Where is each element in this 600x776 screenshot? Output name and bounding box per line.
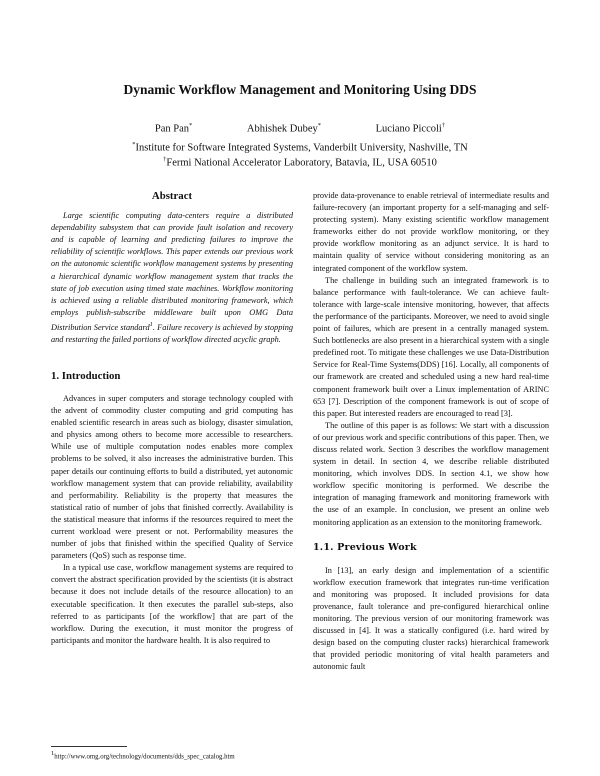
abstract-heading: Abstract [151,190,193,202]
affiliation-text: Fermi National Accelerator Laboratory, Batavia, IL, USA 60510 [166,157,437,169]
author-name: Abhishek Dubey [246,123,318,135]
introduction-heading: 1. Introduction [51,369,121,382]
right-paragraph-2: The challenge in building such an integrated framework is to balance performance with fault-tolerance. We can achieve fault-tolerance with large-scale intensive monitoring, however, that affects the performance of the participants. Moreover, we need to avoid single point of failures, which are present in a centrally managed system. Such bottlenecks are also present in a hierarchical system with a single predefined root. To mitigate these challenges we use Data-Distribution Service for Real-Time Systems(DDS) [16]. Locally, all components of our framework are created and scheduled using a new hard real-time component framework built over a Linux implementation of ARINC 653 [7]. Description of the component framework is out of scope of this paper. But interested readers are encouraged to read [3]. [313,275,549,418]
author-list [0,122,600,135]
footnote [51,750,235,760]
author-mark: * [189,122,193,129]
abstract-body [51,210,293,346]
author-mark: * [317,122,322,129]
left-column [51,190,293,647]
abstract-text-end: . Failure recovery is achieved by stopping and restarting the failed portions of workflow directed acyclic graph. [51,322,293,344]
previous-work-paragraph: In [13], an early design and implementation of a scientific workflow execution framework that integrates run-time verification and monitoring was proposed. It included provisions for data provenance, fault tolerance and pre-configured hierarchical online monitoring. The previous version of our monitoring framework was discussed in [4]. It was a statically configured (i.e. hard wired by design based on the computing cluster racks) hierarchical framework that provided periodic monitoring of vital health parameters and autonomic fault [313,565,549,672]
affiliation-text: Institute for Software Integrated Systems, Vanderbilt University, Nashville, TN [135,142,468,154]
author-luciano-piccoli [376,122,445,135]
right-paragraph-3: The outline of this paper is as follows: We start with a discussion of our previous work and specific contributions of this paper. Then, we discuss related work. Section 3 describes the workflow management system in detail. In section 4, we describe reliable distributed monitoring, which involves DDS. In section 4.1, we show how workflow specific monitoring is performed. We describe the integration of managing framework and monitoring framework with the use of an example. In conclusion, we present an online web monitoring application as an extension to the monitoring framework. [313,420,549,527]
affiliation-vanderbilt [0,141,600,154]
paper-title: Dynamic Workflow Management and Monitoring Using DDS [123,82,477,97]
footnote-divider [51,746,127,747]
affiliation-mark: * [132,141,136,148]
footnote-url: http://www.omg.org/technology/documents/dds_spec_catalog.htm [54,753,235,761]
footnote-ref: 1 [149,320,153,328]
author-name: Luciano Piccoli [375,123,442,135]
author-abhishek-dubey [247,122,321,135]
affiliation-fermilab [0,156,600,169]
author-pan-pan [155,122,192,135]
footnote-mark: 1 [51,750,55,757]
author-mark: † [441,122,446,129]
affiliation-mark: † [163,156,167,163]
author-name: Pan Pan [154,123,190,135]
intro-paragraph-2: In a typical use case, workflow management systems are required to convert the abstract specification provided by the scientists (it is abstract because it does not include details of the resource allocation) to an executable specification. It then executes the parallel sub-steps, also referred to as participants [of the workflow] that are part of the workflow. During the execution, it must monitor the progress of participants and monitor the hardware health. It is also required to [51,563,293,645]
intro-paragraph-1: Advances in super computers and storage technology coupled with the advent of commodity cluster computing and grid computing has enabled scientific research in areas such as biology, disaster simulation, and physics among others to become more accessible to researchers. While use of multiple computation nodes enables more complex problems to be solved, it also increases the administrative burden. This paper details our continuing efforts to build a distributed, yet autonomic workflow management system that can provide reliability, availability and performability. Reliability is the property that measures the statistical ratio of number of jobs that finished correctly. Availability is the statistical measure that informs if the resources required to meet the current workload were present or not. Performability measures the number of jobs that finished within the specified Quality of Service parameters (QoS) such as response time. [51,393,293,561]
abstract-text-main: Large scientific computing data-centers require a distributed dependability subsystem that can provide fault isolation and recovery and is capable of learning and predicting failures to improve the reliability of scientific workflows. This paper extends our previous work on the autonomic scientific workflow management systems by presenting a hierarchical dynamic workflow management system that tracks the state of job execution using timed state machines. Workflow monitoring is achieved using a reliable distributed monitoring framework, which employs publish-subscribe middleware built upon OMG Data Distribution Service standard [51,211,293,332]
previous-work-heading: 1.1. Previous Work [313,541,417,553]
right-column [313,190,549,674]
right-paragraph-1: provide data-provenance to enable retrieval of intermediate results and failure-recovery (an important property for a self-managing and self-protecting system). Many existing scientific workflow management frameworks either do not provide workflow monitoring, or they provide workflow monitoring as an adjunct service. It is hard to maintain quality of service without considering monitoring as an integrated component of the workflow system. [313,191,549,273]
